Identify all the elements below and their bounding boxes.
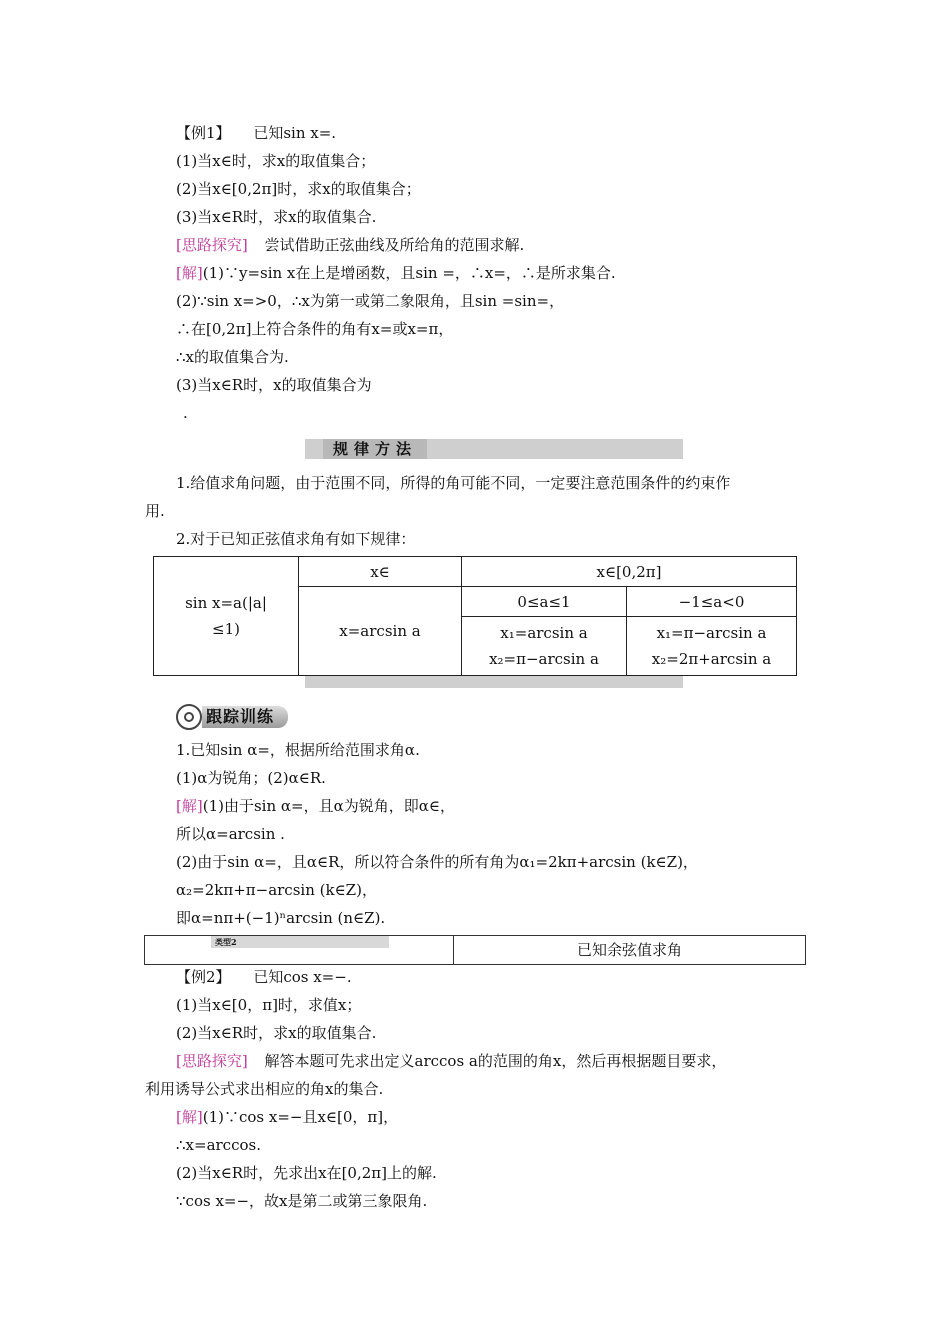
formula-line: x₁=arcsin a [500, 624, 588, 642]
rules-p2: 2.对于已知正弦值求角有如下规律： [176, 530, 416, 548]
idea-text: 解答本题可先求出定义arccos a的范围的角x，然后再根据题目要求， [264, 1052, 727, 1070]
solution-text: (1)∵y=sin x在上是增函数，且sin =，∴x=，∴是所求集合. [202, 264, 616, 282]
col2-header: x∈[0,2π] [462, 557, 797, 587]
positive-formulas [462, 617, 627, 676]
col1-formula: x=arcsin a [299, 587, 462, 676]
sub-header-negative: −1≤a<0 [627, 587, 797, 617]
solution-tag: [解] [176, 264, 203, 282]
row-header-cell [154, 557, 299, 676]
rules-p1b: 用. [145, 502, 165, 520]
example1-stem [176, 123, 336, 143]
negative-formulas [627, 617, 797, 676]
example1-q2: (2)当x∈[0,2π]时，求x的取值集合； [176, 180, 421, 198]
type2-badge: 类型2 [211, 936, 389, 948]
sol1-line3: ∴在[0,2π]上符合条件的角有x=或x=π， [176, 320, 454, 338]
idea2-line2: 利用诱导公式求出相应的角x的集合. [145, 1080, 384, 1098]
type2-header [144, 935, 806, 965]
sol2-line1 [176, 1107, 398, 1127]
example1-q1: (1)当x∈时，求x的取值集合； [176, 152, 376, 170]
rules-p1a: 1.给值求角问题，由于范围不同，所得的角可能不同，一定要注意范围条件的约束作 [176, 474, 731, 492]
solution-tag: [解] [176, 1108, 203, 1126]
sol2-line3: (2)当x∈R时，先求出x在[0,2π]上的解. [176, 1164, 437, 1182]
example1-q3: (3)当x∈R时，求x的取值集合. [176, 208, 377, 226]
example2-stem [176, 967, 352, 987]
row-header-line1: sin x=a(|a| [185, 594, 267, 612]
target-icon [176, 704, 202, 730]
sol1-line1 [176, 263, 616, 283]
sol1-line6: . [183, 404, 188, 422]
sol2-line4: ∵cos x=−，故x是第二或第三象限角. [176, 1192, 428, 1210]
rules-table [153, 556, 797, 676]
idea2 [176, 1051, 726, 1071]
training-sol-line4: α₂=2kπ+π−arcsin (k∈Z)， [176, 881, 377, 899]
example-stem-text: 已知sin x=. [253, 124, 337, 142]
idea-tag: [思路探究] [176, 1052, 248, 1070]
training-sol-line1 [176, 796, 455, 816]
training-sol-line3: (2)由于sin α=，且α∈R，所以符合条件的所有角为α₁=2kπ+arcsin (k∈Z)， [176, 853, 698, 871]
formula-line: x₂=2π+arcsin a [651, 650, 772, 668]
solution-text: (1)由于sin α=，且α为锐角，即α∈， [202, 797, 455, 815]
solution-tag: [解] [176, 797, 203, 815]
sol1-line4: ∴x的取值集合为. [176, 348, 289, 366]
sol1-line5: (3)当x∈R时，x的取值集合为 [176, 376, 372, 394]
sol2-line2: ∴x=arccos. [176, 1136, 261, 1154]
col1-header: x∈ [299, 557, 462, 587]
example-label: 【例2】 [176, 968, 231, 986]
formula-line: x₁=π−arcsin a [656, 624, 767, 642]
type2-left-cell [145, 936, 454, 964]
training-banner [176, 704, 288, 730]
training-sol-line2: 所以α=arcsin . [176, 825, 285, 843]
formula-line: x₂=π−arcsin a [489, 650, 599, 668]
training-sol-line5: 即α=nπ+(−1)ⁿarcsin (n∈Z). [176, 909, 386, 927]
training-question: 1.已知sin α=，根据所给范围求角α. [176, 741, 420, 759]
row-header-line2: ≤1) [212, 620, 240, 638]
example2-q1: (1)当x∈[0，π]时，求值x； [176, 996, 362, 1014]
sub-header-positive: 0≤a≤1 [462, 587, 627, 617]
example2-q2: (2)当x∈R时，求x的取值集合. [176, 1024, 377, 1042]
training-subquestions: (1)α为锐角；(2)α∈R. [176, 769, 326, 787]
sol1-line2: (2)∵sin x=>0，∴x为第一或第二象限角，且sin =sin=， [176, 292, 565, 310]
idea-text: 尝试借助正弦曲线及所给角的范围求解. [264, 236, 525, 254]
type2-title: 已知余弦值求角 [576, 941, 682, 959]
idea-tag: [思路探究] [176, 236, 248, 254]
training-title: 跟踪训练 [202, 706, 288, 728]
rules-bottom-bar [305, 676, 683, 688]
example-stem-text: 已知cos x=−. [253, 968, 352, 986]
idea1 [176, 235, 524, 255]
solution-text: (1)∵cos x=−且x∈[0，π]， [202, 1108, 399, 1126]
example-label: 【例1】 [176, 124, 231, 142]
rules-banner [305, 439, 683, 459]
rules-title: 规律方法 [323, 439, 427, 459]
